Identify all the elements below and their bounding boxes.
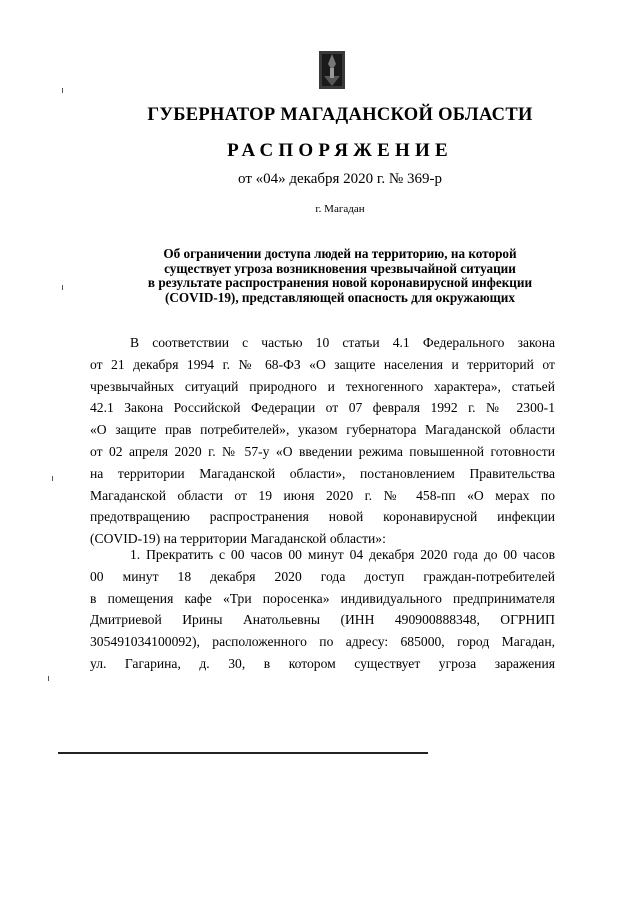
text-line: В соответствии с частью 10 статьи 4.1 Федерального закона: [130, 335, 555, 350]
text-line: 42.1 Закона Российской Федерации от 07 февраля 1992 г. № 2300-1: [90, 400, 555, 416]
text-line: Магаданской области от 19 июня 2020 г. № 458-пп «О мерах по: [90, 487, 555, 503]
coat-of-arms-icon: [318, 50, 346, 90]
footnote-divider: [58, 752, 428, 754]
text-line: 1. Прекратить с 00 часов 00 минут 04 декабря 2020 года до 00 часов: [130, 547, 555, 562]
subject-line: в результате распространения новой коронавирусной инфекции: [147, 275, 533, 291]
text-line: Дмитриевой Ирины Анатольевны (ИНН 490900888348, ОГРНИП: [90, 612, 555, 628]
scan-artifact: [52, 476, 53, 481]
document-type-title: РАСПОРЯЖЕНИЕ: [227, 140, 453, 161]
document-subject: [90, 247, 590, 305]
text-line: 305491034100092), расположенного по адресу: 685000, город Магадан,: [90, 634, 555, 650]
text-line: от 21 декабря 1994 г. № 68-ФЗ «О защите населения и территорий от: [90, 356, 555, 372]
clause-1-paragraph: [90, 544, 555, 675]
governor-title: ГУБЕРНАТОР МАГАДАНСКОЙ ОБЛАСТИ: [147, 105, 533, 125]
text-line: в помещения кафе «Три поросенка» индивидуального предпринимателя: [90, 590, 555, 606]
text-line: предотвращению распространения новой коронавирусной инфекции: [90, 509, 555, 525]
subject-line: (COVID-19), представляющей опасность для окружающих: [165, 289, 515, 305]
subject-line: Об ограничении доступа людей на территорию, на которой: [163, 246, 517, 261]
text-line: чрезвычайных ситуаций природного и техногенного характера», статьей: [90, 378, 555, 394]
subject-line: существует угроза возникновения чрезвычайной ситуации: [164, 260, 516, 276]
scan-artifact: [62, 285, 63, 290]
text-line: «О защите прав потребителей», указом губернатора Магаданской области: [90, 422, 555, 438]
preamble-paragraph: [90, 332, 555, 550]
text-line: ул. Гагарина, д. 30, в котором существует угроза заражения: [90, 655, 555, 671]
text-line: от 02 апреля 2020 г. № 57-у «О введении режима повышенной готовности: [90, 443, 555, 459]
text-line: на территории Магаданской области», постановлением Правительства: [90, 465, 555, 481]
scan-artifact: [48, 676, 49, 681]
document-date-number: от «04» декабря 2020 г. № 369-р: [238, 171, 442, 187]
scan-artifact: [62, 88, 63, 93]
text-line: 00 минут 18 декабря 2020 года доступ граждан-потребителей: [90, 568, 555, 584]
text-line: (COVID-19) на территории Магаданской области»:: [90, 531, 386, 547]
document-city: г. Магадан: [315, 203, 365, 215]
